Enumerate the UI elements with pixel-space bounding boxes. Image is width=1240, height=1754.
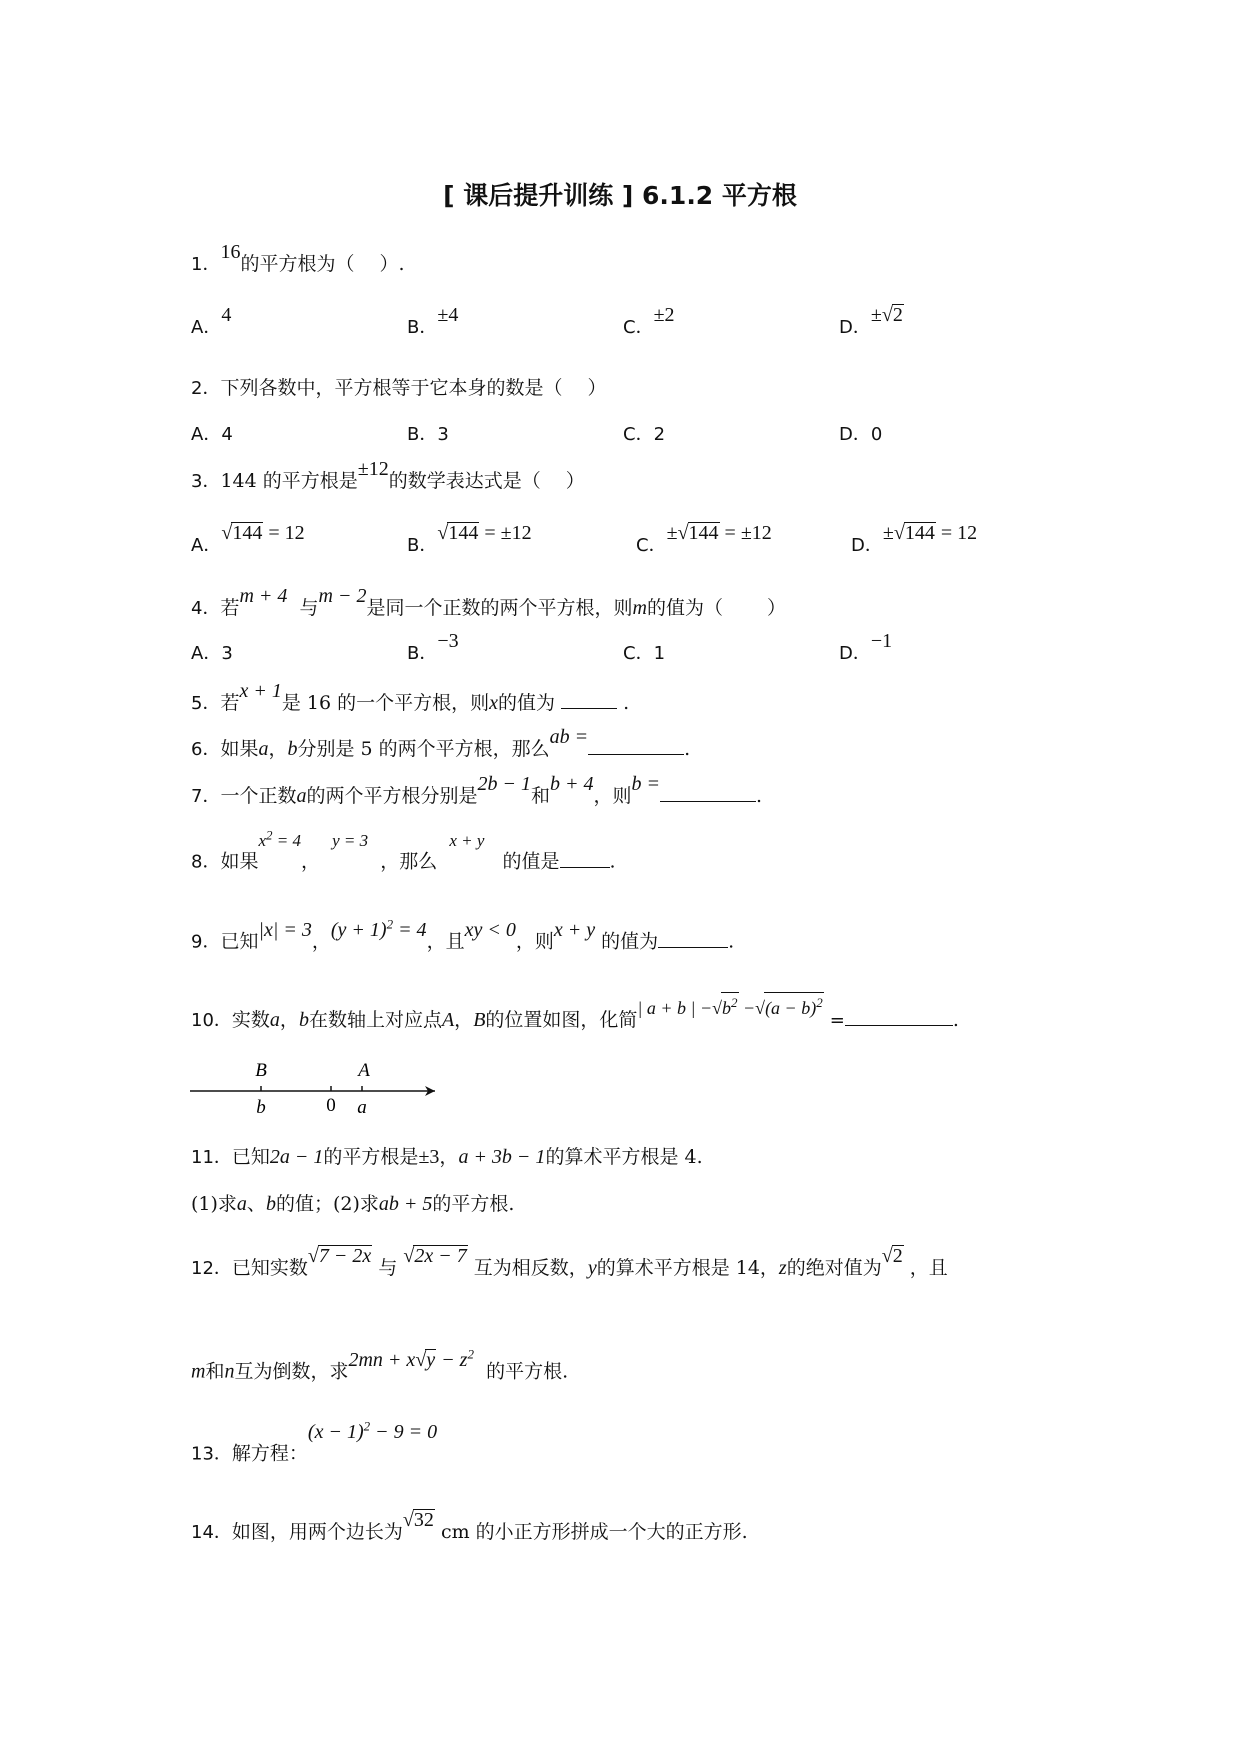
option-d: D．0 [839,424,883,445]
question-7: 7．一个正数a的两个平方根分别是2b − 1和b + 4，则b =. [191,773,763,807]
question-12-line-2: m和n互为倒数，求$2mn + x√y - z^2$ 的平方根. [191,1346,569,1383]
option-c: C．±2 [623,304,675,338]
question-11-subparts: (1)求a、b的值；(2)求ab + 5的平方根. [191,1193,515,1215]
question-text: 的平方根为（ ）. [240,253,405,275]
question-6: 6．如果a，b分别是 5 的两个平方根，那么ab =. [191,726,691,760]
value-label-zero: 0 [326,1095,336,1116]
option-a: A．4 [191,304,232,338]
answer-blank[interactable] [845,1005,953,1026]
answer-blank[interactable] [658,927,728,948]
value-label-b: b [256,1097,266,1116]
point-label-A: A [358,1060,370,1081]
question-9: 9．已知|x| = 3，$(y + 1)^2 = 4$，且xy < 0，则x + y 的值为 . [191,916,735,953]
option-a: A．4 [191,424,233,445]
math-expression: 16 [220,241,241,263]
answer-blank[interactable] [561,688,617,709]
option-c: C．±√144 = ±12 [636,522,772,556]
question-text: 下列各数中，平方根等于它本身的数是（ ） [220,377,607,399]
option-c: C．1 [623,643,666,664]
question-1 [191,241,405,277]
option-a: A．√144 = 12 [191,522,305,556]
point-label-B: B [255,1060,267,1081]
option-a: A．3 [191,643,233,664]
option-b: B．−3 [407,630,459,664]
page-title: [ 课后提升训练 ] 6.1.2 平方根 [443,181,797,210]
option-b: B．√144 = ±12 [407,522,532,556]
question-10: 10．实数a，b在数轴上对应点A，B的位置如图，化简| a + b | $-√b^2 -√(a - b)^2$ = . [191,1004,959,1033]
value-label-a: a [357,1097,367,1116]
option-d: D．±√2 [839,304,903,338]
option-d: D．−1 [839,630,893,664]
option-b: B．±4 [407,304,459,338]
option-b: B．3 [407,424,449,445]
math-expression: ±12 [357,458,389,480]
number-line-figure [185,1046,445,1116]
question-14: 14．如图，用两个边长为√32 cm 的小正方形拼成一个大的正方形. [191,1509,748,1543]
question-4: 4．若m + 4 与m − 2是同一个正数的两个平方根，则m的值为（ ） [191,585,786,619]
question-5: 5．若x + 1是 16 的一个平方根，则x的值为 . [191,680,630,714]
sqrt-radicand: 2 [892,304,903,326]
question-12: 12．已知实数√7 − 2x 与 √2x − 7 互为相反数，y的算术平方根是 14，z的绝对值为√2 ，且 [191,1245,948,1279]
question-11: 11．已知2a − 1的平方根是±3，a + 3b − 1的算术平方根是 4. [191,1146,703,1168]
question-3: 3．144 的平方根是±12的数学表达式是（ ） [191,458,585,492]
option-c: C．2 [623,424,666,445]
answer-blank[interactable] [588,734,684,755]
answer-blank[interactable] [560,847,610,868]
option-d: D．±√144 = 12 [851,522,978,556]
question-number: 1． [191,254,221,275]
question-13: 13．解方程：$(x - 1)^2 - 9 = 0$ [191,1418,438,1465]
question-8: 8．如果$x^2 = 4$， y = 3 ，那么 x + y 的值是 . [191,827,616,873]
question-2: 2．下列各数中，平方根等于它本身的数是（ ） [191,377,607,399]
answer-blank[interactable] [660,781,756,802]
